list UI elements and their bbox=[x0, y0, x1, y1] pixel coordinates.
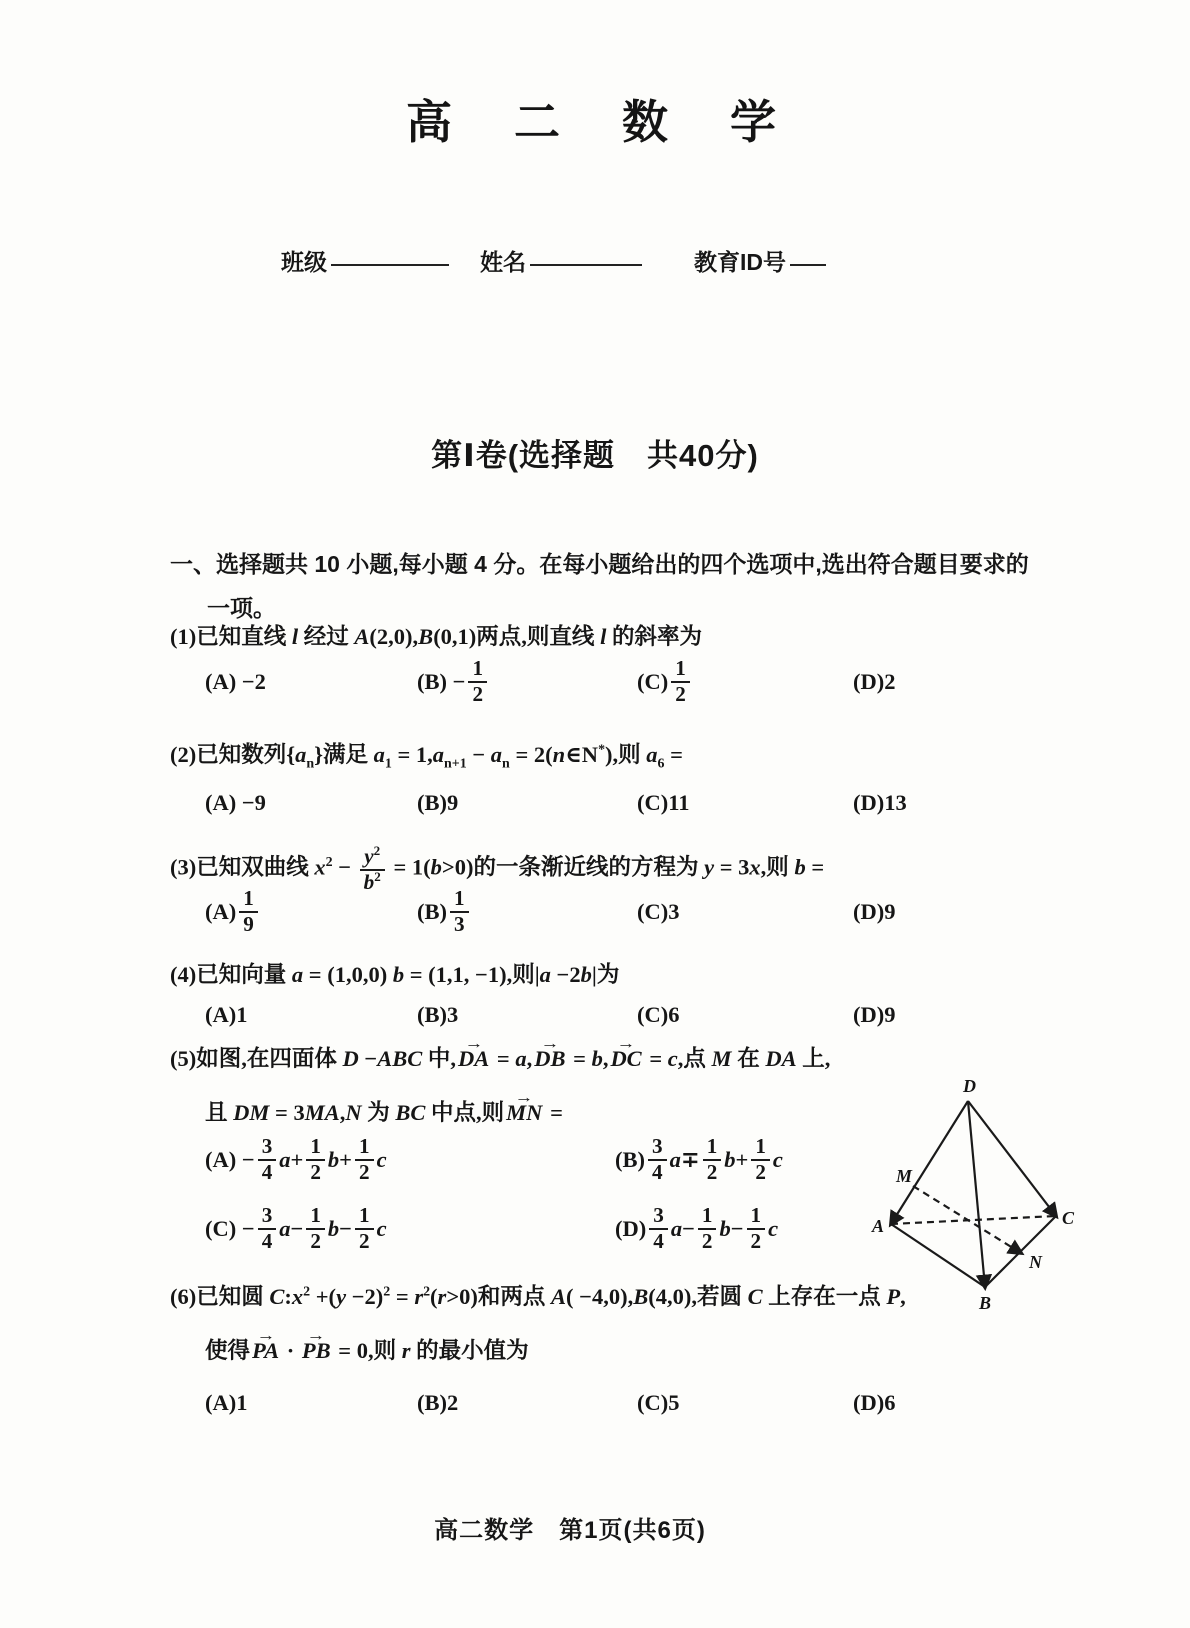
question-5-stem-line2: 且 DM = 3MA,N 为 BC 中点,则→ MN = bbox=[205, 1096, 563, 1130]
question-1-options bbox=[205, 658, 1145, 705]
question-6-options bbox=[205, 1390, 1145, 1416]
name-blank-line bbox=[530, 264, 642, 266]
name-field bbox=[480, 244, 642, 277]
option-d: (D) $\frac{3}{4}$ a − $\frac{1}{2}$ b − $\frac{1}{2}$ c bbox=[615, 1203, 779, 1253]
name-label: 姓名 bbox=[480, 249, 526, 275]
option-d: (D)2 bbox=[853, 668, 896, 694]
instruction-line2: 一项。 bbox=[207, 595, 276, 621]
edge-AC-dashed bbox=[891, 1216, 1056, 1224]
option-c: (C)5 bbox=[637, 1390, 680, 1415]
point-label-M: M bbox=[896, 1166, 913, 1186]
question-2-stem: (2)已知数列$\{a_n\}$满足 $a_1 = 1,a_{n+1} - a_n$ = 2(n∈N*),则 $a_6$ = bbox=[170, 742, 683, 772]
option-d: (D)9 bbox=[853, 898, 896, 924]
edge-DA-vector-a bbox=[891, 1101, 968, 1224]
vertex-label-C: C bbox=[1062, 1208, 1075, 1228]
option-b: (B) $\frac{1}{3}$ bbox=[417, 888, 637, 935]
section-title: 第Ⅰ卷(选择题 共40分) bbox=[431, 438, 759, 473]
education-id-blank-line bbox=[790, 264, 826, 266]
page-footer: 高二数学 第1页(共6页) bbox=[434, 1517, 706, 1544]
question-6-stem: (6)已知圆 $C:x^2 +(y -2)^2 = r^2(r>0)$和两点 A( −4,0),B(4,0),若圆 C 上存在一点 P, bbox=[170, 1284, 906, 1309]
option-b: (B)3 bbox=[417, 1002, 459, 1027]
tetrahedron-figure bbox=[846, 1044, 1090, 1319]
option-c: (C) − $\frac{3}{4}$ a − $\frac{1}{2}$ b − $\frac{1}{2}$ c bbox=[205, 1203, 387, 1253]
point-label-N: N bbox=[1029, 1252, 1042, 1272]
question-4-stem: (4)已知向量 a = (1,0,0) b = (1,1, −1),则|a −2b|为 bbox=[170, 962, 620, 987]
question-1-stem: (1)已知直线 l 经过 A(2,0),B(0,1)两点,则直线 l 的斜率为 bbox=[170, 624, 702, 649]
option-a: (A)1 bbox=[205, 1390, 248, 1415]
question-5-stem: (5)如图,在四面体 D −ABC 中,→ DA = a,→ DB = b,→ DC = c,点 M 在 DA 上, bbox=[170, 1042, 830, 1076]
instruction-line1: 一、选择题共 10 小题,每小题 4 分。在每小题给出的四个选项中,选出符合题目要求的 bbox=[170, 551, 1029, 577]
class-label: 班级 bbox=[281, 249, 327, 275]
option-b: (B)9 bbox=[417, 790, 459, 815]
option-d: (D)6 bbox=[853, 1390, 896, 1415]
option-a: (A) $\frac{1}{9}$ bbox=[205, 888, 417, 935]
option-a: (A) − $\frac{3}{4}$ a + $\frac{1}{2}$ b + $\frac{1}{2}$ c bbox=[205, 1134, 387, 1184]
option-b: (B) − $\frac{1}{2}$ bbox=[417, 658, 637, 705]
question-3-stem: (3)已知双曲线 $x^2$ − $\frac{y^2}{b^2}$ = 1(b>0)的一条渐近线的方程为 y = 3x,则 b = bbox=[170, 842, 825, 894]
option-c: (C)6 bbox=[637, 1002, 680, 1027]
option-a: (A) −2 bbox=[205, 668, 266, 694]
education-id-field bbox=[694, 244, 826, 277]
vertex-label-B: B bbox=[979, 1293, 992, 1313]
option-a: (A)1 bbox=[205, 1002, 248, 1027]
option-b: (B)2 bbox=[417, 1390, 459, 1415]
class-blank-line bbox=[331, 264, 449, 266]
option-d: (D)9 bbox=[853, 1002, 896, 1027]
question-6-stem-line2: 使得→ PA · → PB = 0,则 r 的最小值为 bbox=[205, 1334, 529, 1368]
edge-DB-vector-b bbox=[968, 1101, 985, 1287]
class-field bbox=[281, 244, 449, 277]
option-c: (C)11 bbox=[637, 790, 690, 815]
option-b: (B) $\frac{3}{4}$ a ∓ $\frac{1}{2}$ b + $\frac{1}{2}$ c bbox=[615, 1134, 783, 1184]
question-3-options bbox=[205, 888, 1145, 935]
option-d: (D)13 bbox=[853, 790, 907, 815]
question-2-options bbox=[205, 790, 1145, 816]
edge-DC-vector-c bbox=[968, 1101, 1056, 1216]
option-c: (C)3 bbox=[637, 898, 680, 924]
tetrahedron-svg bbox=[846, 1044, 1090, 1319]
vertex-label-A: A bbox=[872, 1216, 885, 1236]
education-id-label: 教育ID号 bbox=[694, 249, 786, 275]
vertex-label-D: D bbox=[963, 1076, 976, 1096]
option-a: (A) −9 bbox=[205, 790, 266, 815]
option-c: (C) $\frac{1}{2}$ bbox=[637, 658, 853, 705]
question-4-options bbox=[205, 1002, 1145, 1028]
page-title: 高 二 数 学 bbox=[406, 96, 784, 148]
edge-AB bbox=[891, 1224, 985, 1287]
